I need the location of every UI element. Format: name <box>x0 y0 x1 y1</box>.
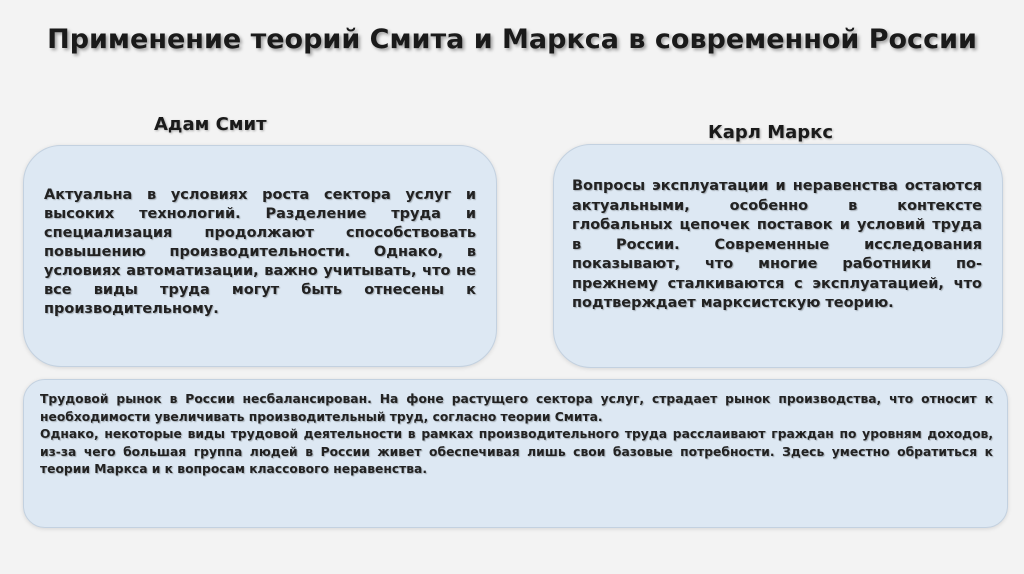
conclusion-box <box>23 379 1008 528</box>
slide-title: Применение теорий Смита и Маркса в современной России <box>47 24 977 55</box>
smith-text: Актуальна в условиях роста сектора услуг и высоких технологий. Разделение труда и специализация продолжают способствовать повышению производительности. Однако, в условиях автоматизации, важно учитывать, что не все виды труда могут быть отнесены к производительному. <box>44 187 476 317</box>
conclusion-text: Трудовой рынок в России несбалансирован. На фоне растущего сектора услуг, страдает рынок производства, что относит к необходимости увеличивать производительный труд, согласно теории Смита. Однако, некоторые виды трудовой деятельности в рамках производительного труда расслаивают граждан по уровням доходов, из-за чего большая группа людей в России живет обеспечивая лишь свои базовые потребности. Здесь уместно обратиться к теории Маркса и к вопросам классового неравенства. <box>40 392 993 476</box>
marx-text-box <box>553 144 1003 368</box>
smith-heading: Адам Смит <box>154 114 267 135</box>
marx-heading: Карл Маркс <box>708 122 834 143</box>
marx-text: Вопросы эксплуатации и неравенства остаются актуальными, особенно в контексте глобальных цепочек поставок и условий труда в России. Современные исследования показывают, что многие работники по-прежнему сталкиваются с эксплуатацией, что подтверждает марксистскую теорию. <box>572 178 982 311</box>
smith-text-box <box>23 145 497 367</box>
